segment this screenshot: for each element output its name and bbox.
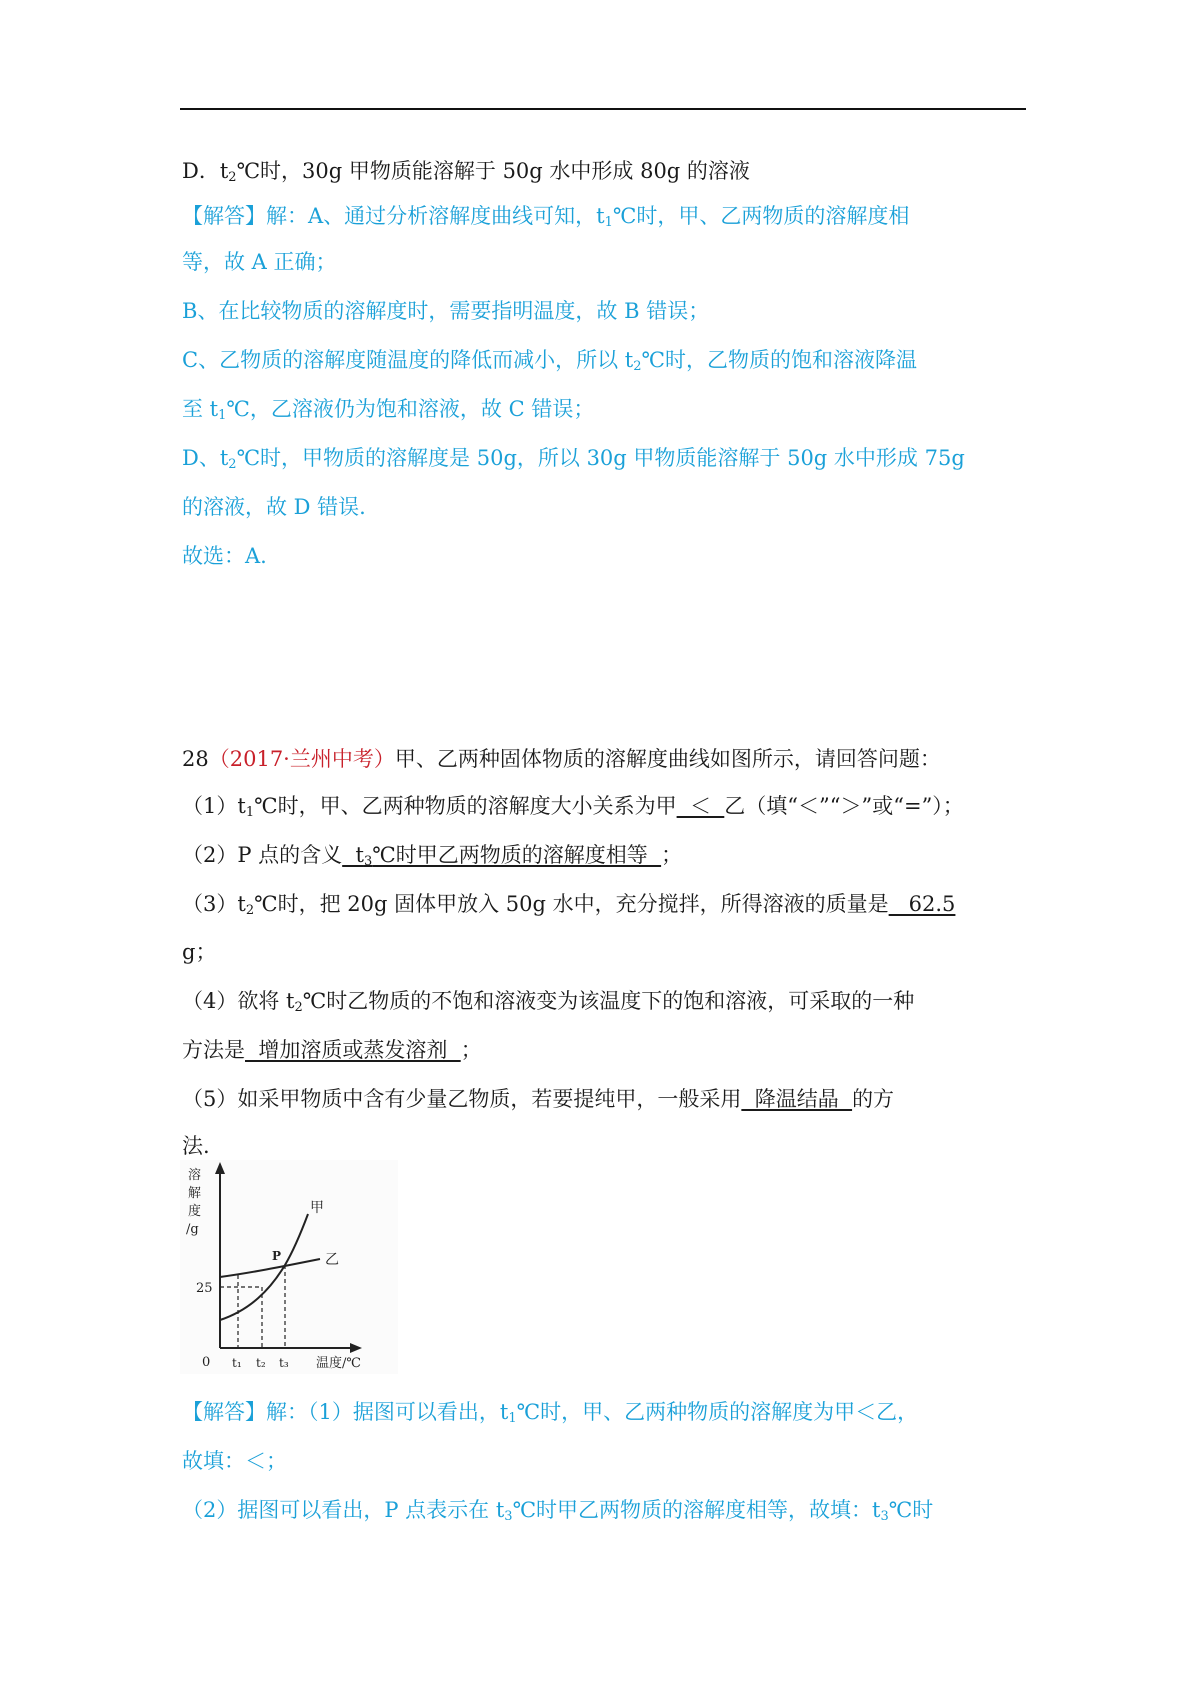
y-axis-label-4: /g [186,1222,199,1237]
curve-yi-label: 乙 [325,1252,339,1268]
x-tick-t1: t₁ [232,1356,242,1370]
point-p-label: P [272,1249,282,1263]
option-d: D．$t_2℃$时，30g 甲物质能溶解于 50g 水中形成 80g 的溶液 [182,159,750,185]
x-axis-label: 温度/℃ [316,1356,361,1371]
answer-heading: 【解答】 [182,204,266,228]
prev-answer-line-7: 的溶液，故 D 错误. [182,495,366,519]
x-tick-t2: t₂ [256,1356,266,1370]
solution-line-2: 故填：＜； [182,1449,287,1473]
prev-answer-line-1: 【解答】解：A、通过分析溶解度曲线可知，$t_1℃$时，甲、乙两物质的溶解度相 [182,204,910,230]
prev-answer-line-6: D、$t_2℃$时，甲物质的溶解度是 50g，所以 30g 甲物质能溶解于 50g 水中形成 75g [182,446,965,472]
header-rule [180,108,1026,110]
x-tick-t3: t₃ [279,1356,289,1370]
question-28-stem: 28（2017·兰州中考）甲、乙两种固体物质的溶解度曲线如图所示，请回答问题： [182,747,941,771]
answer-blank-1: ＜ [676,794,725,818]
solution-line-3: （2）据图可以看出，P 点表示在 $t_3℃$时甲乙两物质的溶解度相等，故填：$t_3℃$时 [182,1498,934,1524]
prev-answer-conclusion: 故选：A. [182,544,267,568]
question-source: （2017·兰州中考） [208,747,395,771]
origin-label: 0 [202,1355,211,1370]
answer-blank-4: 增加溶质或蒸发溶剂 [245,1038,461,1062]
answer-blank-3: 62.5 [888,892,956,916]
y-axis-label-2: 解 [188,1186,202,1201]
solution-line-1: 【解答】解：（1）据图可以看出，$t_1℃$时，甲、乙两种物质的溶解度为甲＜乙， [182,1400,919,1426]
sub-question-4-cont: 方法是 增加溶质或蒸发溶剂 ； [182,1038,482,1062]
sub-question-5-cont: 法. [182,1134,210,1158]
prev-answer-line-5: 至 $t_1℃$，乙溶液仍为饱和溶液，故 C 错误； [182,397,595,423]
y-axis-label-3: 度 [188,1204,202,1219]
answer-heading: 【解答】 [182,1400,266,1424]
answer-blank-5: 降温结晶 [741,1087,853,1111]
sub-question-3-cont: g； [182,940,217,964]
sub-question-2: （2）P 点的含义 $t_3℃$时甲乙两物质的溶解度相等 ； [182,843,683,869]
curve-jia-label: 甲 [310,1200,324,1216]
sub-question-1: $(1)t_1℃$时，甲、乙两种物质的溶解度大小关系为甲 ＜ 乙（填“＜”“＞”或“=”）； [182,794,964,820]
answer-blank-2: $t_3℃$时甲乙两物质的溶解度相等 [342,843,662,869]
sub-question-5: （5）如采甲物质中含有少量乙物质，若要提纯甲，一般采用 降温结晶 的方 [182,1087,895,1111]
prev-answer-line-2: 等，故 A 正确； [182,250,337,274]
prev-answer-line-4: C、乙物质的溶解度随温度的降低而减小，所以 $t_2℃$时，乙物质的饱和溶液降温 [182,348,917,374]
y-tick-25: 25 [196,1281,213,1296]
y-axis-label-1: 溶 [188,1168,202,1183]
sub-question-3: $(3)t_2℃$时，把 20g 固体甲放入 50g 水中，充分搅拌，所得溶液的质量是 62.5 [182,892,956,918]
sub-question-4: （4）欲将 $t_2℃$时乙物质的不饱和溶液变为该温度下的饱和溶液，可采取的一种 [182,989,915,1015]
solubility-curve-figure [180,1160,398,1374]
prev-answer-line-3: B、在比较物质的溶解度时，需要指明温度，故 B 错误； [182,299,710,323]
